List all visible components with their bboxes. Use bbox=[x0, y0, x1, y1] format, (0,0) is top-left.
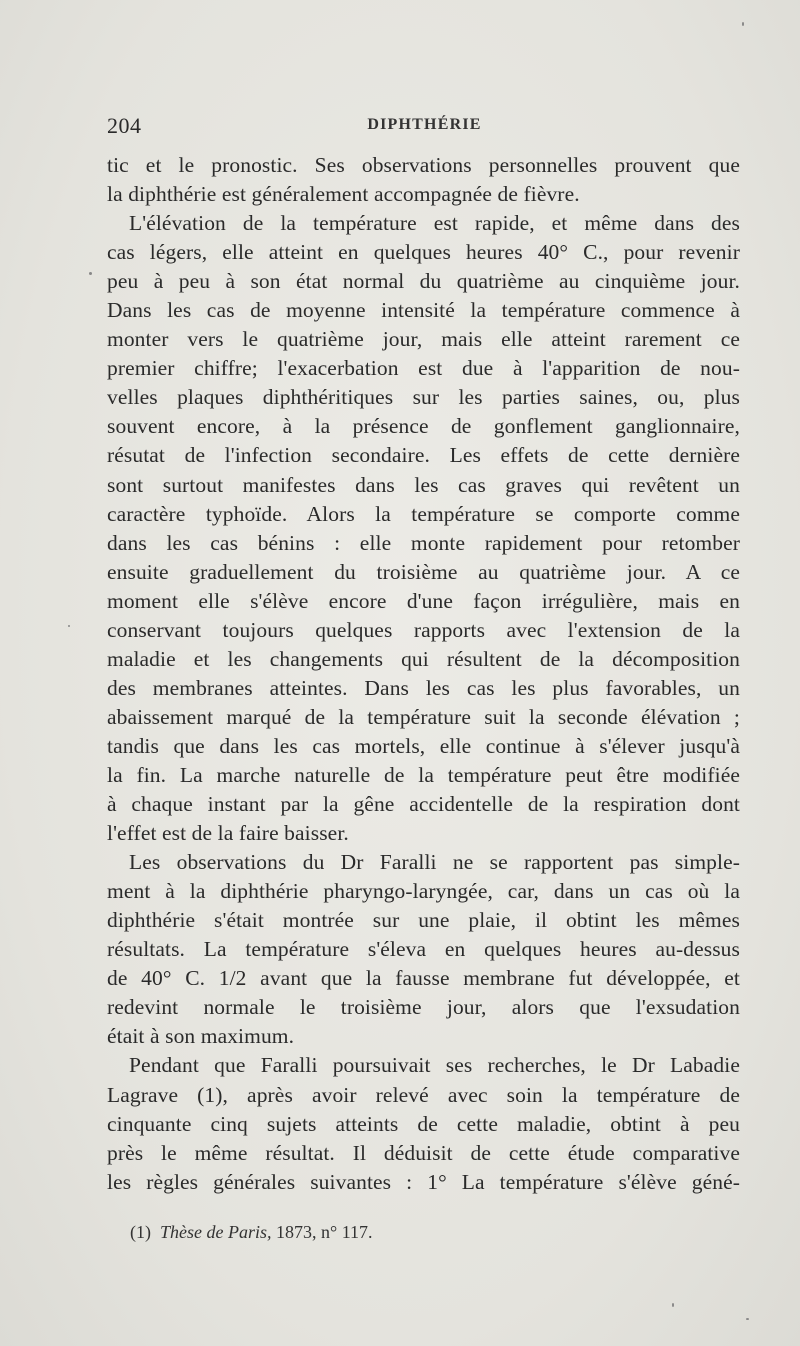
text-line: cinquante cinq sujets atteints de cette maladie, obtint à peu bbox=[107, 1111, 740, 1136]
paper-speck bbox=[89, 272, 92, 275]
paragraph-start-line: L'élévation de la température est rapide, et même dans des bbox=[129, 211, 740, 236]
paragraph-start-line: Les observations du Dr Faralli ne se rapportent pas simple- bbox=[129, 850, 740, 875]
text-line: premier chiffre; l'exacerbation est due à l'apparition de nou- bbox=[107, 356, 740, 381]
footnote-marker: (1) bbox=[130, 1222, 151, 1242]
text-line: la diphthérie est généralement accompagnée de fièvre. bbox=[107, 182, 580, 207]
text-line: monter vers le quatrième jour, mais elle atteint rarement ce bbox=[107, 327, 740, 352]
text-line: était à son maximum. bbox=[107, 1024, 295, 1049]
text-line: dans les cas bénins : elle monte rapidement pour retomber bbox=[107, 530, 740, 555]
text-line: tandis que dans les cas mortels, elle continue à s'élever jusqu'à bbox=[107, 733, 740, 758]
text-line: velles plaques diphthéritiques sur les parties saines, ou, plus bbox=[107, 385, 740, 410]
page-header bbox=[107, 113, 742, 143]
footnote-title: Thèse de Paris, bbox=[160, 1222, 272, 1242]
text-line: abaissement marqué de la température suit la seconde élévation ; bbox=[107, 704, 740, 729]
paper-speck bbox=[68, 625, 70, 627]
text-line: près le même résultat. Il déduisit de cette étude comparative bbox=[107, 1140, 740, 1165]
text-line: tic et le pronostic. Ses observations personnelles prouvent que bbox=[107, 153, 740, 177]
text-line: conservant toujours quelques rapports avec l'extension de la bbox=[107, 617, 740, 642]
paper-speck bbox=[746, 1318, 749, 1320]
footnote-details: 1873, n° 117. bbox=[276, 1222, 373, 1242]
text-line: ment à la diphthérie pharyngo-laryngée, car, dans un cas où la bbox=[107, 879, 740, 904]
paragraph-start-line: Pendant que Faralli poursuivait ses recherches, le Dr Labadie bbox=[129, 1053, 740, 1078]
running-title: DIPHTHÉRIE bbox=[367, 116, 482, 133]
footnote bbox=[130, 1222, 373, 1243]
text-line: peu à peu à son état normal du quatrième au cinquième jour. bbox=[107, 269, 740, 294]
text-line: Lagrave (1), après avoir relevé avec soin la température de bbox=[107, 1082, 740, 1107]
text-line: la fin. La marche naturelle de la température peut être modifiée bbox=[107, 762, 740, 787]
text-line: moment elle s'élève encore d'une façon irrégulière, mais en bbox=[107, 588, 740, 613]
text-line: diphthérie s'était montrée sur une plaie, il obtint les mêmes bbox=[107, 908, 740, 933]
text-line: cas légers, elle atteint en quelques heures 40° C., pour revenir bbox=[107, 240, 740, 265]
text-line: sont surtout manifestes dans les cas graves qui revêtent un bbox=[107, 472, 740, 497]
text-line: des membranes atteintes. Dans les cas les plus favorables, un bbox=[107, 675, 740, 700]
text-line: l'effet est de la faire baisser. bbox=[107, 821, 349, 846]
text-line: de 40° C. 1/2 avant que la fausse membrane fut développée, et bbox=[107, 966, 740, 991]
text-line: maladie et les changements qui résultent de la décomposition bbox=[107, 646, 740, 671]
text-line: Dans les cas de moyenne intensité la température commence à bbox=[107, 298, 740, 323]
text-line: à chaque instant par la gêne accidentelle de la respiration dont bbox=[107, 792, 740, 817]
paper-speck bbox=[672, 1303, 674, 1307]
text-line: caractère typhoïde. Alors la température se comporte comme bbox=[107, 501, 740, 526]
page-number: 204 bbox=[107, 113, 142, 138]
text-line: redevint normale le troisième jour, alors que l'exsudation bbox=[107, 995, 740, 1020]
text-line: ensuite graduellement du troisième au quatrième jour. A ce bbox=[107, 559, 740, 584]
text-line: les règles générales suivantes : 1° La température s'élève géné- bbox=[107, 1169, 740, 1194]
text-line: souvent encore, à la présence de gonflement ganglionnaire, bbox=[107, 414, 740, 439]
text-line: résutat de l'infection secondaire. Les effets de cette dernière bbox=[107, 443, 740, 468]
text-line: résultats. La température s'éleva en quelques heures au-dessus bbox=[107, 937, 740, 962]
body-text bbox=[107, 151, 740, 1197]
paper-speck bbox=[742, 22, 744, 26]
